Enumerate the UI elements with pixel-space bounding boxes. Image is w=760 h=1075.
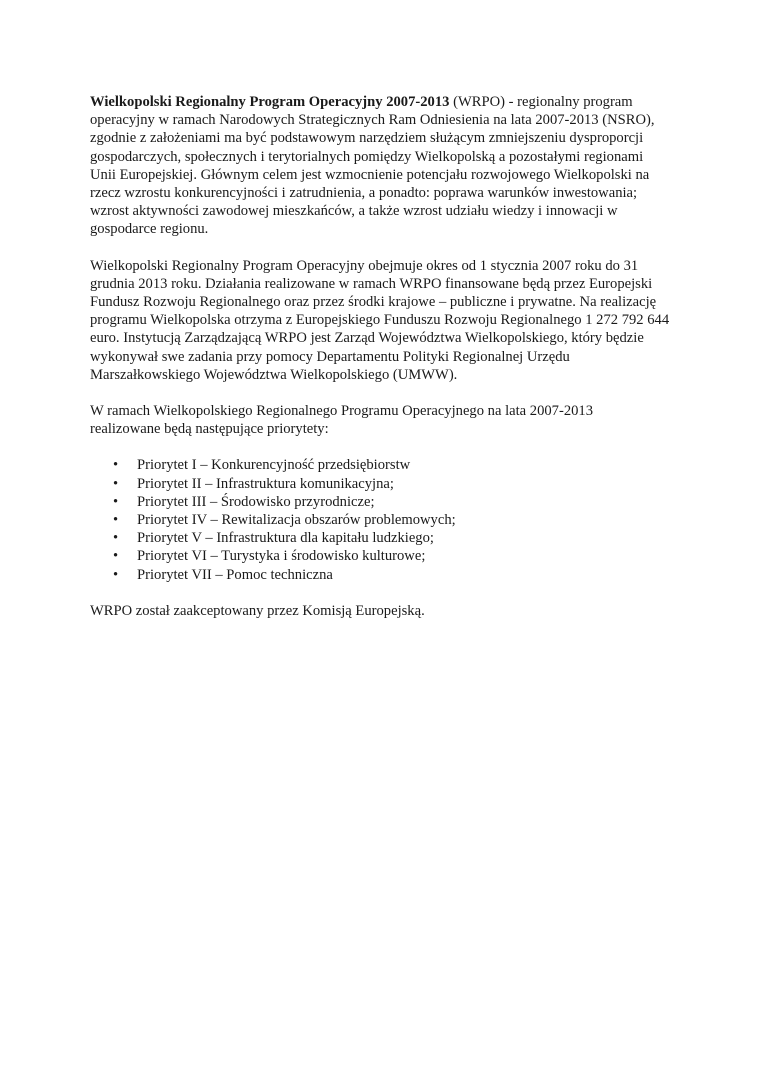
list-item-text: Priorytet I – Konkurencyjność przedsiębiorstw	[137, 457, 411, 474]
list-item-text: Priorytet IV – Rewitalizacja obszarów problemowych;	[137, 512, 456, 529]
bullet-icon: •	[113, 548, 119, 565]
closing-paragraph: WRPO został zaakceptowany przez Komisją Europejską.	[90, 602, 425, 619]
list-item-text: Priorytet V – Infrastruktura dla kapitału ludzkiego;	[137, 530, 434, 547]
intro-paragraph	[90, 93, 670, 239]
bullet-icon: •	[113, 530, 119, 547]
bullet-icon: •	[113, 475, 119, 492]
funding-paragraph: Wielkopolski Regionalny Program Operacyjny obejmuje okres od 1 stycznia 2007 roku do 31 grudnia 2013 roku. Działania realizowane w ramach WRPO finansowane będą przez Europejski Fundusz Rozwoju Regionalnego oraz przez środki krajowe – publiczne i prywatne. Na realizację programu Wielkopolska otrzyma z Europejskiego Funduszu Rozwoju Regionalnego 1 272 792 644 euro. Instytucją Zarządzającą WRPO jest Zarząd Województwa Wielkopolskiego, który będzie wykonywał swe zadania przy pomocy Departamentu Polityki Regionalnej Urzędu Marszałkowskiego Województwa Wielkopolskiego (UMWW).	[90, 257, 670, 383]
list-item-text: Priorytet III – Środowisko przyrodnicze;	[137, 493, 375, 510]
program-title: Wielkopolski Regionalny Program Operacyjny 2007-2013	[90, 94, 450, 110]
bullet-icon: •	[113, 566, 119, 583]
list-item	[90, 456, 680, 474]
list-item	[90, 547, 680, 565]
priorities-intro-paragraph: W ramach Wielkopolskiego Regionalnego Programu Operacyjnego na lata 2007-2013 realizowane będą następujące priorytety:	[90, 403, 594, 438]
intro-text: (WRPO) - regionalny program operacyjny w ramach Narodowych Strategicznych Ram Odniesienia na lata 2007-2013 (NSRO), zgodnie z założeniami ma być podstawowym narzędziem służącym zmniejszeniu dysproporcji gospodarczych, społecznych i terytorialnych pomiędzy Wielkopolską a pozostałymi regionami Unii Europejskiej. Głównym celem jest wzmocnienie potencjału rozwojowego Wielkopolski na rzecz wzrostu konkurencyjności i zatrudnienia, a ponadto: poprawa warunków inwestowania; wzrost aktywności zawodowej mieszkańców, a także wzrost udziału wiedzy i innowacji w gospodarce regionu.	[90, 94, 655, 238]
bullet-icon: •	[113, 512, 119, 529]
list-item	[90, 529, 680, 547]
document-page	[90, 93, 680, 620]
list-item	[90, 566, 680, 584]
list-item	[90, 511, 680, 529]
list-item-text: Priorytet VI – Turystyka i środowisko kulturowe;	[137, 548, 426, 565]
list-item-text: Priorytet VII – Pomoc techniczna	[137, 566, 333, 583]
bullet-icon: •	[113, 493, 119, 510]
priorities-list	[90, 456, 680, 583]
list-item	[90, 493, 680, 511]
bullet-icon: •	[113, 457, 119, 474]
list-item	[90, 475, 680, 493]
list-item-text: Priorytet II – Infrastruktura komunikacyjna;	[137, 475, 394, 492]
